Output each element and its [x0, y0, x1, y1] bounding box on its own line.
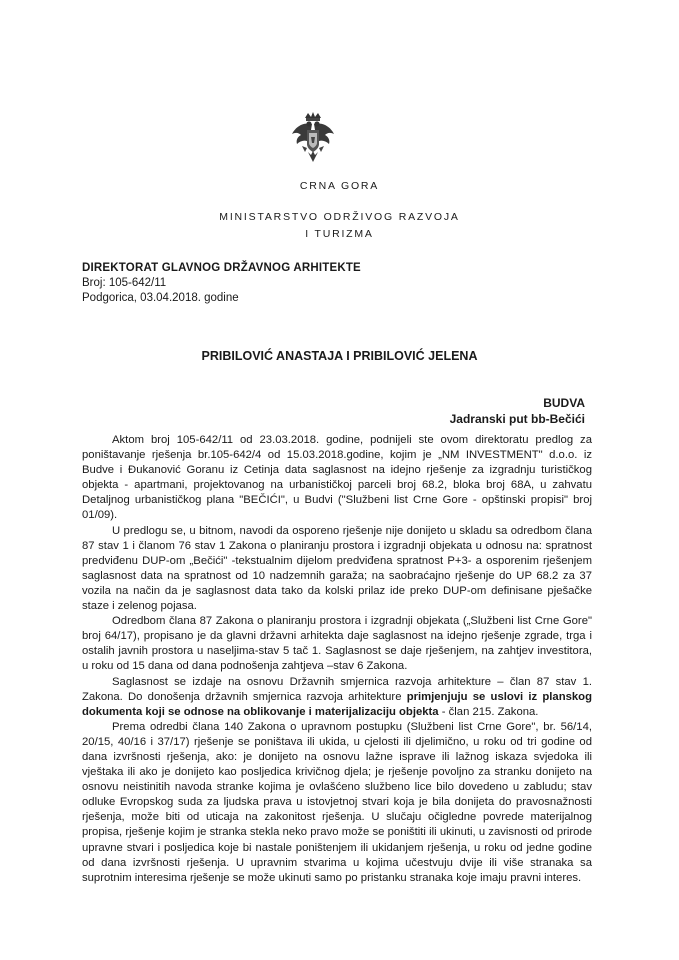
body-paragraph-5: Prema odredbi člana 140 Zakona o upravnom postupku (Službeni list Crne Gore", br. 56/14, 20/15, 40/16 i 37/17) rješenje se poništava ili ukida, u cjelosti ili djelimično, u roku od tri godine od dana izvršnosti rješenja, ako: je donijeto na osnovu lažne isprave ili lažnog iskaza svjedoka ili vještaka ili ako je donijeto kao posljedica krivičnog djela; je rješenje povoljno za stranku donijeto na osnovu neistinitih navoda stranke kojima je ovlašćeno službeno lice bilo dovedeno u zabludu; stav odluke Evropskog suda za ljudska prava u istovjetnoj stvari koja je bila donijeta do pravosnažnosti rješenja, može biti od uticaja na zakonitost rješenja. U slučaju očigledne povrede materijalnog propisa, rješenje kojim je stranka stekla neko pravo može se poništiti ili ukinuti, u zavisnosti od prirode upravne stvari i posljedica koje bi nastale poništenjem ili ukidanjem rješenja, u roku od jedne godine od dana izvršnosti rješenja. U upravnim stvarima u kojima učestvuju dvije ili više stranaka sa suprotnim interesima rješenje se može ukinuti samo po pristanku stranaka koje imaju pravni interes.	[82, 720, 592, 884]
ministry-line-2: I TURIZMA	[305, 228, 374, 240]
recipient-street: Jadranski put bb-Bečići	[449, 412, 585, 426]
directorate-name: DIREKTORAT GLAVNOG DRŽAVNOG ARHITEKTE	[82, 262, 361, 274]
letter-body	[82, 433, 592, 886]
body-paragraph-4-start: Saglasnost se izdaje na osnovu Državnih smjernica razvoja arhitekture – član 87 stav 1. Zakona. Do donošenja državnih smjernica razvoja arhitekture	[82, 675, 592, 703]
recipient-names: PRIBILOVIĆ ANASTAJA I PRIBILOVIĆ JELENA	[201, 349, 478, 363]
place-date: Podgorica, 03.04.2018. godine	[82, 292, 239, 304]
body-paragraph-4	[82, 675, 592, 720]
body-paragraph-4-bold: primjenjuju se uslovi iz planskog dokumenta koji se odnose na oblikovanje i materijalizaciju objekta	[82, 690, 592, 718]
body-paragraph-2: U predlogu se, u bitnom, navodi da osporeno rješenje nije donijeto u skladu sa odredbom člana 87 stav 1 i članom 76 stav 1 Zakona o planiranju prostora i izgradnji objekata u odnosu na: spratnost predviđenu DUP-om „Bečići" -tekstualnim dijelom predviđena spratnost P+3- a osporenim rješenjem saglasnost data na spratnost od 10 nadzemnih garaža; na saobraćajno rješenje do UP 68.2 za 37 vozila na način da je saglasnost data tako da kolski prilaz ide preko DUP-om definisane pješačke staze i zelenog pojasa.	[82, 524, 592, 613]
body-paragraph-1: Aktom broj 105-642/11 od 23.03.2018. godine, podnijeli ste ovom direktoratu predlog za poništavanje rješenja br.105-642/4 od 15.03.2018.godine, kojim je „NM INVESTMENT" d.o.o. iz Budve i Đukanović Goranu iz Cetinja data saglasnost na idejno rješenje za izgradnju turističkog objekta - apartmani, projektovanog na urbanističkoj parceli broj 68.2, bloka broj 68A, u zahvatu Detaljnog urbanističkog plana "BEČIĆI", u Budvi ("Službeni list Crne Gore - opštinski propisi" broj 01/09).	[82, 434, 592, 522]
body-paragraph-3: Odredbom člana 87 Zakona o planiranju prostora i izgradnji objekata („Službeni list Crne Gore" broj 64/17), propisano je da glavni državni arhitekta daje saglasnost na idejno rješenje zgrade, trga i ostalih javnih prostora u naseljima-stav 5 tač 1. Saglasnost se daje rješenjem, na zahtjev investitora, u roku od 15 dana od dana podnošenja zahtjeva –stav 6 Zakona.	[82, 615, 592, 673]
coat-of-arms-icon	[290, 110, 336, 166]
country-name: CRNA GORA	[299, 180, 380, 192]
ministry-line-1: MINISTARSTVO ODRŽIVOG RAZVOJA	[219, 211, 460, 223]
body-paragraph-4-end: - član 215. Zakona.	[438, 705, 539, 718]
reference-number: Broj: 105-642/11	[82, 277, 167, 289]
recipient-city: BUDVA	[543, 396, 585, 410]
ministry-name	[0, 209, 679, 243]
